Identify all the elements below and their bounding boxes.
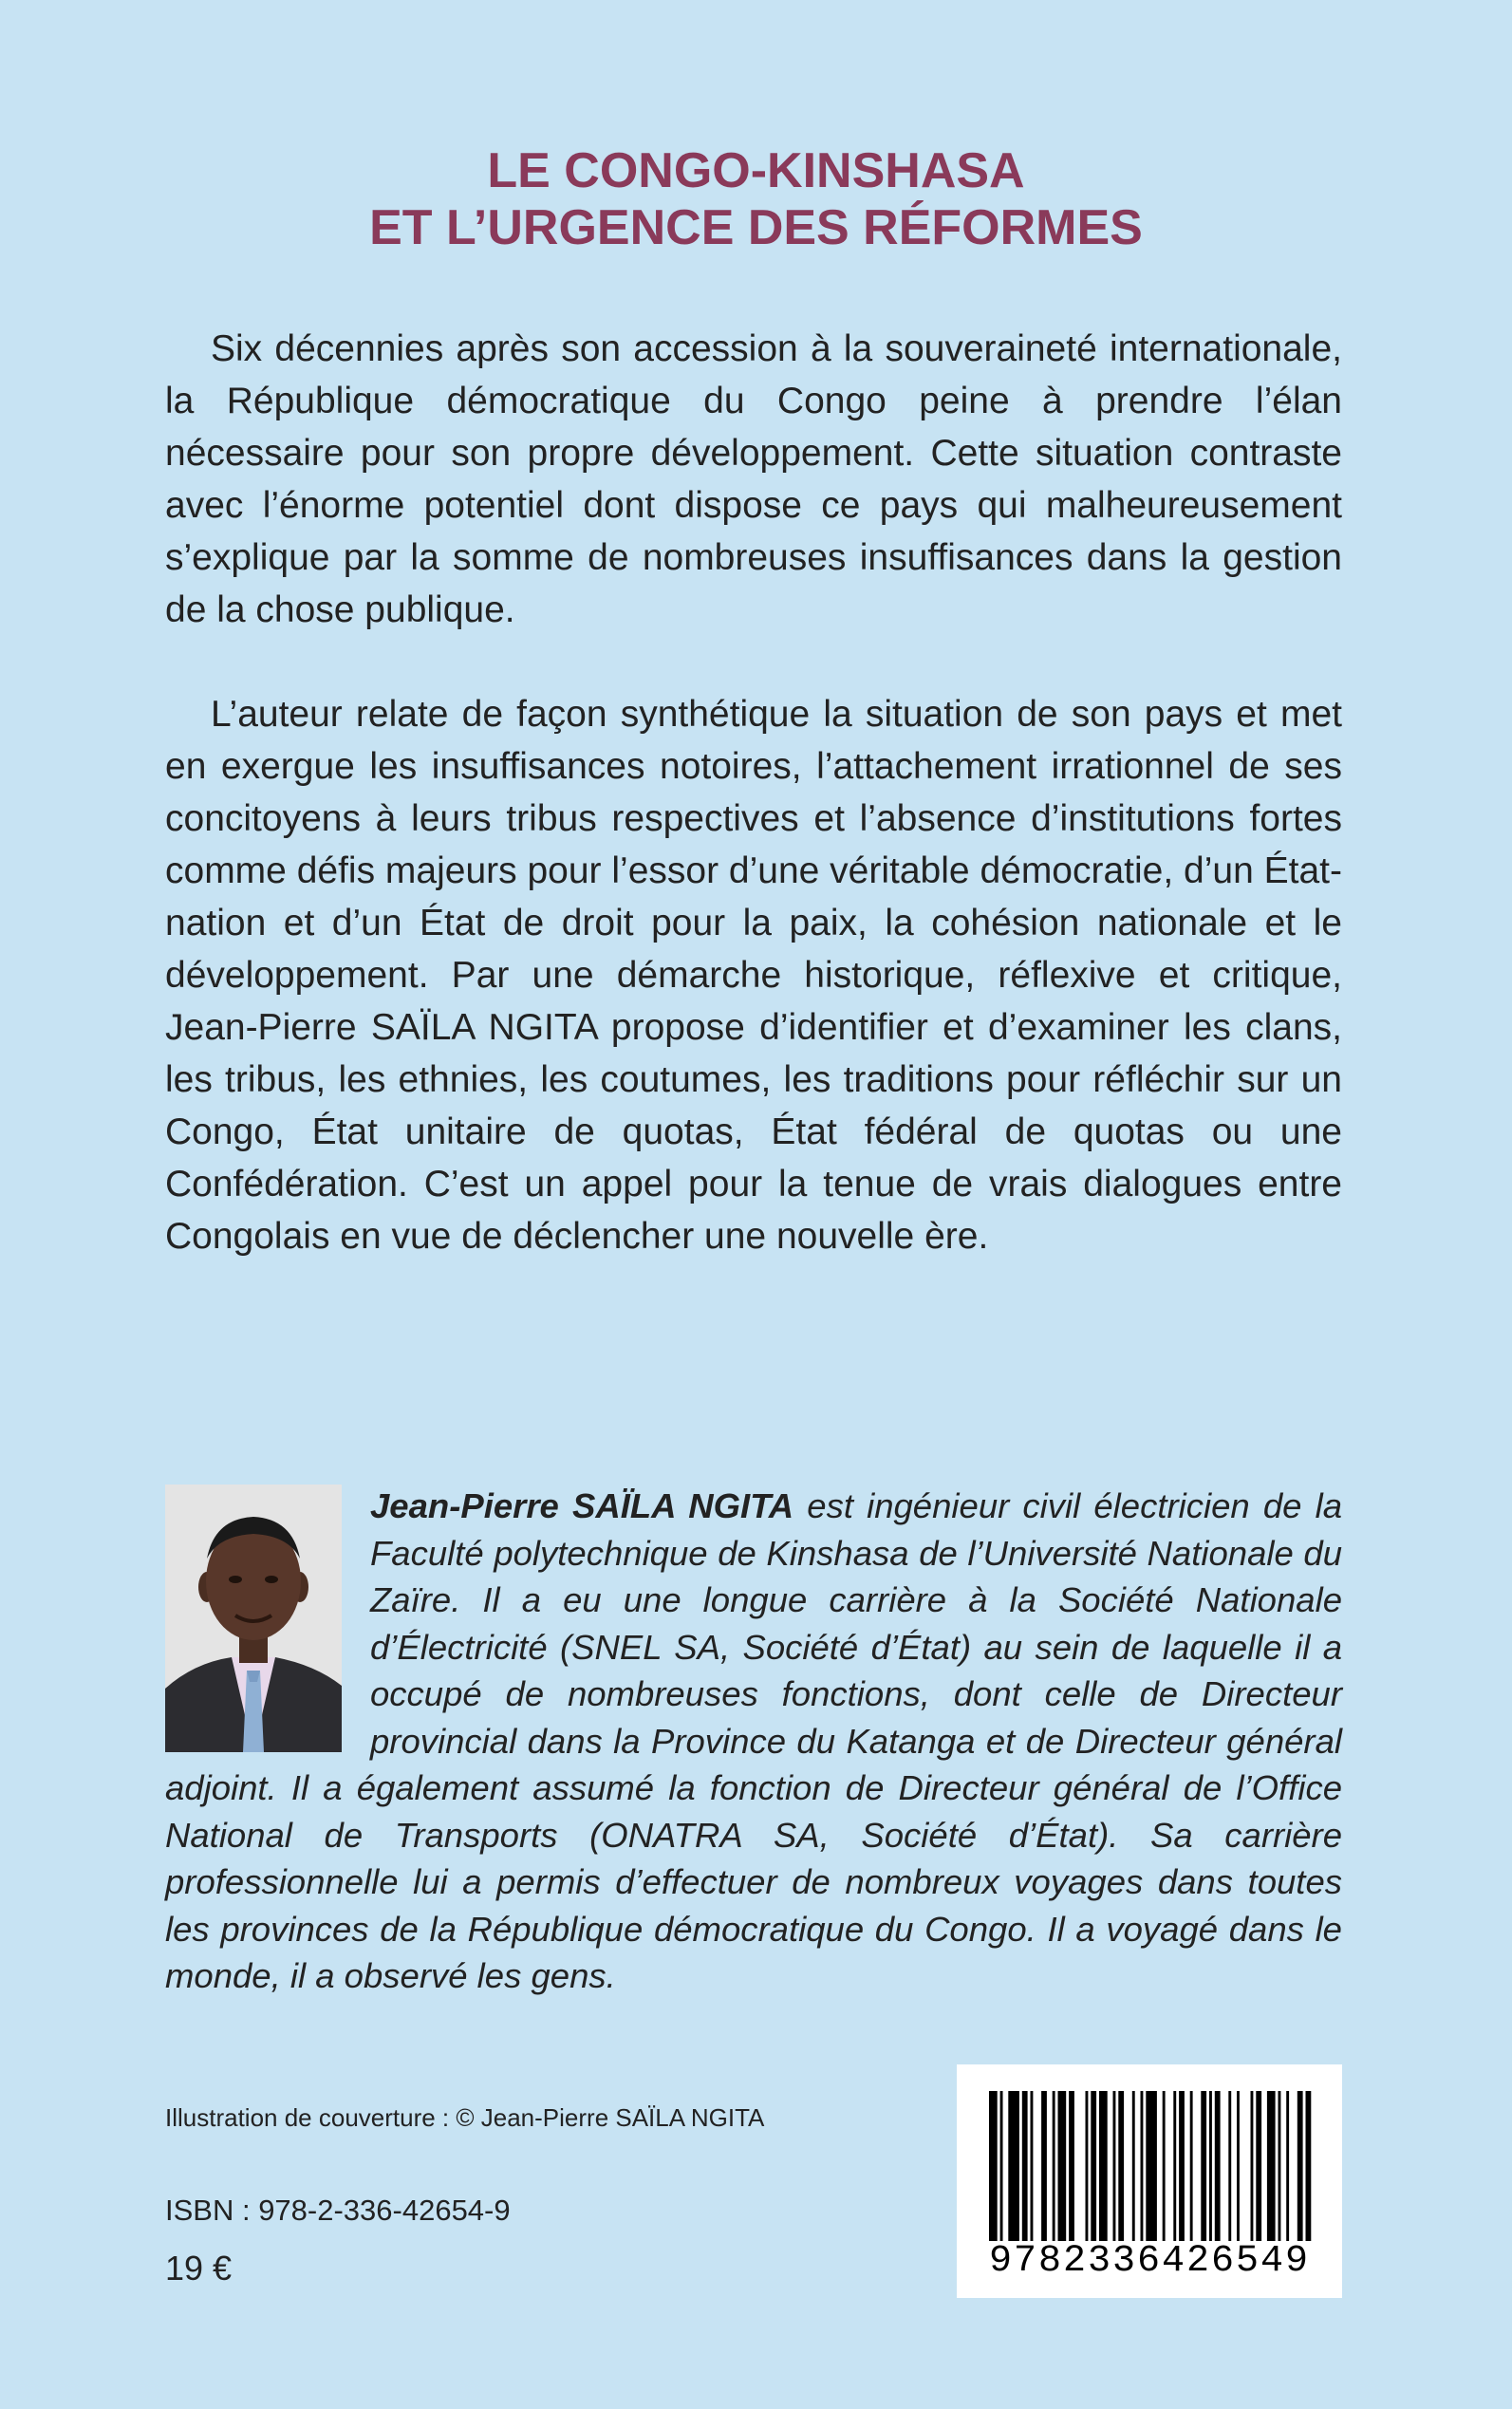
barcode-bar [1146, 2091, 1157, 2241]
barcode-bar [1297, 2091, 1303, 2241]
barcode-bar [1306, 2091, 1312, 2241]
barcode-bar [1041, 2091, 1047, 2241]
barcode-bar [1179, 2091, 1185, 2241]
barcode-bar [1069, 2091, 1074, 2241]
barcode-bar [1000, 2091, 1003, 2241]
cover-illustration-credit: Illustration de couverture : © Jean-Pierre SAÏLA NGITA [165, 2103, 765, 2132]
barcode-bar [1267, 2091, 1276, 2241]
barcode-bar [1058, 2091, 1067, 2241]
book-summary [165, 323, 1342, 1315]
barcode-bar [1256, 2091, 1261, 2241]
barcode-bar [1190, 2091, 1193, 2241]
barcode-bar [1053, 2091, 1055, 2241]
barcode-bar [1118, 2091, 1124, 2241]
summary-paragraph-1: Six décennies après son accession à la souveraineté internationale, la République démocratique du Congo peine à prendre l’élan nécessaire pour son propre développement. Cette situation contraste avec l’énorme potentiel dont dispose ce pays qui malheureusement s’explique par la somme de nombreuses insuffisances dans la gestion de la chose publique. [165, 328, 1342, 630]
barcode-bar [1237, 2091, 1240, 2241]
barcode-bar [1113, 2091, 1116, 2241]
title-line-1: LE CONGO-KINSHASA [487, 143, 1025, 198]
barcode-digits: 9782336426549 [988, 2240, 1311, 2283]
barcode-bar [1099, 2091, 1108, 2241]
barcode-bar [1215, 2091, 1221, 2241]
barcode-bar [1008, 2091, 1019, 2241]
author-bio-text: est ingénieur civil électricien de la Faculté polytechnique de Kinshasa de l’Université Nationale du Zaïre. Il a eu une longue carrière à la Société Nationale d’Électricité (SNEL SA, Société d’État) au sein de laquelle il a occupé de nombreuses fonctions, dont celle de Directeur provincial dans la Province du Katanga et de Directeur général adjoint. Il a également assumé la fonction de Directeur général de l’Office National de Transports (ONATRA SA, Société d’État). Sa carrière professionnelle lui a permis d’effectuer de nombreux voyages dans toutes les provinces de la République démocratique du Congo. Il a voyagé dans le monde, il a observé les gens. [165, 1486, 1342, 1995]
summary-paragraph-2: L’auteur relate de façon synthétique la situation de son pays et met en exergue les insuffisances notoires, l’attachement irrationnel de ses concitoyens à leurs tribus respectives et l’absence d’institutions fortes comme défis majeurs pour l’essor d’une véritable démocratie, d’un État-nation et d’un État de droit pour la paix, la cohésion nationale et le développement. Par une démarche historique, réflexive et critique, Jean-Pierre SAÏLA NGITA propose d’identifier et d’examiner les clans, les tribus, les ethnies, les coutumes, les traditions pour réfléchir sur un Congo, État unitaire de quotas, État fédéral de quotas ou une Confédération. C’est un appel pour la tenue de vrais dialogues entre Congolais en vue de déclencher une nouvelle ère. [165, 694, 1342, 1257]
barcode-bar [1173, 2091, 1176, 2241]
barcode-bar [1031, 2091, 1034, 2241]
barcode-bar [1163, 2091, 1166, 2241]
barcode-bar [1201, 2091, 1206, 2241]
barcode-bar [1091, 2091, 1096, 2241]
barcode-bar [1086, 2091, 1089, 2241]
barcode-bar [1228, 2091, 1231, 2241]
book-title [0, 142, 1512, 256]
barcode-bar [1279, 2091, 1281, 2241]
title-line-2: ET L’URGENCE DES RÉFORMES [369, 200, 1143, 255]
author-bio [165, 1483, 1342, 2000]
isbn: ISBN : 978-2-336-42654-9 [165, 2194, 511, 2227]
author-photo [165, 1485, 342, 1752]
barcode-bar [1132, 2091, 1135, 2241]
barcode-bar [1286, 2091, 1289, 2241]
barcode-bar [1251, 2091, 1254, 2241]
barcode [957, 2064, 1342, 2298]
barcode-bar [1141, 2091, 1144, 2241]
price: 19 € [165, 2249, 233, 2288]
barcode-bar [1022, 2091, 1028, 2241]
barcode-bar [989, 2091, 998, 2241]
author-name: Jean-Pierre SAÏLA NGITA [370, 1486, 794, 1525]
barcode-bar [1209, 2091, 1212, 2241]
author-portrait-icon [165, 1485, 342, 1752]
